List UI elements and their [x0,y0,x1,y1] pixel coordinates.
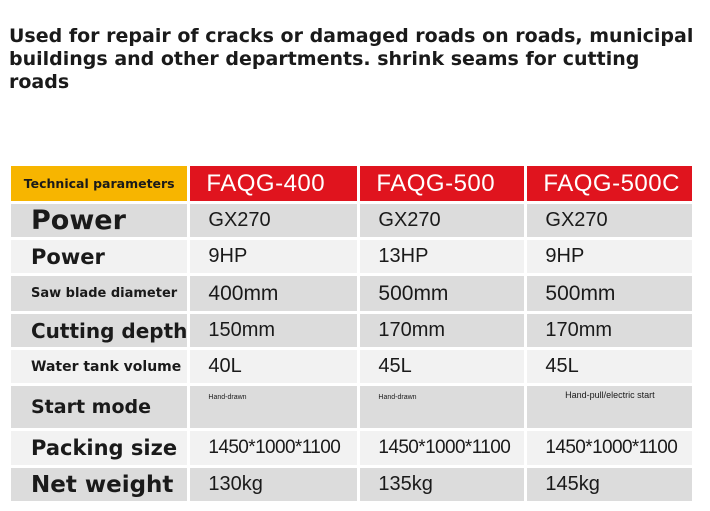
table-cell: 145kg [527,468,692,501]
start-mode-text: Hand-pull/electric start [565,390,655,400]
table-cell: 130kg [190,468,357,501]
table-cell: Hand-drawn [360,386,524,428]
table-cell: GX270 [360,204,524,237]
table-cell: 500mm [527,276,692,311]
table-cell: 9HP [527,240,692,273]
table-cell: 9HP [190,240,357,273]
table-cell: 170mm [527,314,692,347]
table-cell: Hand-drawn [190,386,357,428]
specification-table [8,163,695,504]
table-row-cutting-depth [11,314,692,347]
table-header-row [11,166,692,201]
table-row-net-weight [11,468,692,501]
table-cell: GX270 [527,204,692,237]
table-row-water-tank-volume [11,350,692,383]
table-cell: 1450*1000*1100 [190,431,357,465]
row-label: Cutting depth [11,314,187,347]
row-label: Saw blade diameter [11,276,187,311]
table-cell: 170mm [360,314,524,347]
table-cell: 400mm [190,276,357,311]
description-line-2: buildings and other departments. shrink seams for cutting roads [9,48,640,93]
row-label: Power [11,240,187,273]
row-label: Start mode [11,386,187,428]
table-row-engine [11,204,692,237]
table-cell: 13HP [360,240,524,273]
model-header-faqg-500: FAQG-500 [360,166,524,201]
table-row-start-mode [11,386,692,428]
table-cell: 135kg [360,468,524,501]
table-cell: 150mm [190,314,357,347]
table-cell: 40L [190,350,357,383]
table-cell: 1450*1000*1100 [360,431,524,465]
description-line-1: Used for repair of cracks or damaged roads on roads, municipal [9,25,694,47]
table-row-power [11,240,692,273]
row-label: Net weight [11,468,187,501]
model-header-faqg-500c: FAQG-500C [527,166,692,201]
table-cell: GX270 [190,204,357,237]
row-label: Power [11,204,187,237]
header-label-cell: Technical parameters [11,166,187,201]
table-row-saw-blade-diameter [11,276,692,311]
row-label: Water tank volume [11,350,187,383]
table-cell: 45L [527,350,692,383]
table-cell: 45L [360,350,524,383]
row-label: Packing size [11,431,187,465]
table-row-packing-size [11,431,692,465]
table-cell: 1450*1000*1100 [527,431,692,465]
product-description [9,25,699,94]
model-header-faqg-400: FAQG-400 [190,166,357,201]
table-cell [527,386,692,428]
table-cell: 500mm [360,276,524,311]
